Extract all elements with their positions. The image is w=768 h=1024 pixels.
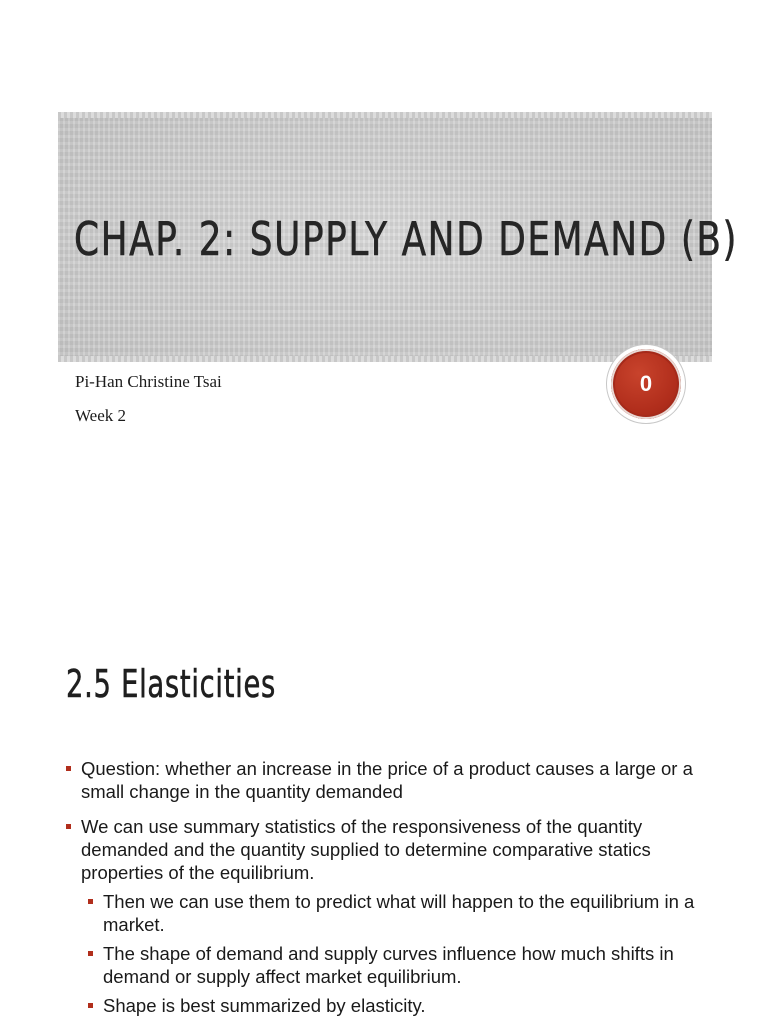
author-name: Pi-Han Christine Tsai xyxy=(75,372,222,391)
bullet-square-icon xyxy=(66,824,71,829)
bullet-square-icon xyxy=(88,899,93,904)
week-label: Week 2 xyxy=(75,406,127,425)
bullet-text: We can use summary statistics of the responsiveness of the quantity demanded and the quantity supplied to determine comparative statics properties of the equilibrium. xyxy=(81,816,651,883)
sub-bullet-text: Shape is best summarized by elasticity. xyxy=(103,995,426,1016)
bullet-square-icon xyxy=(88,951,93,956)
bullet-text: Question: whether an increase in the price of a product causes a large or a small change in the quantity demanded xyxy=(81,758,693,802)
bullet-item xyxy=(64,757,714,803)
sub-bullet-item xyxy=(86,942,714,988)
slide-title: CHAP. 2: SUPPLY AND DEMAND (B) xyxy=(74,212,739,266)
sub-bullet-item xyxy=(86,890,714,936)
section-heading: 2.5 Elasticities xyxy=(66,662,277,706)
slide-number: 0 xyxy=(611,349,681,419)
sub-bullet-text: Then we can use them to predict what will happen to the equilibrium in a market. xyxy=(103,891,695,935)
content-slide xyxy=(0,512,768,1024)
title-band-top-edge xyxy=(58,112,712,118)
bullet-square-icon xyxy=(88,1003,93,1008)
slide-number-badge xyxy=(607,345,685,423)
bullet-square-icon xyxy=(66,766,71,771)
bullet-list xyxy=(64,757,714,1023)
bullet-item xyxy=(64,815,714,884)
sub-bullet-item xyxy=(86,994,714,1017)
sub-bullet-text: The shape of demand and supply curves influence how much shifts in demand or supply affect market equilibrium. xyxy=(103,943,674,987)
